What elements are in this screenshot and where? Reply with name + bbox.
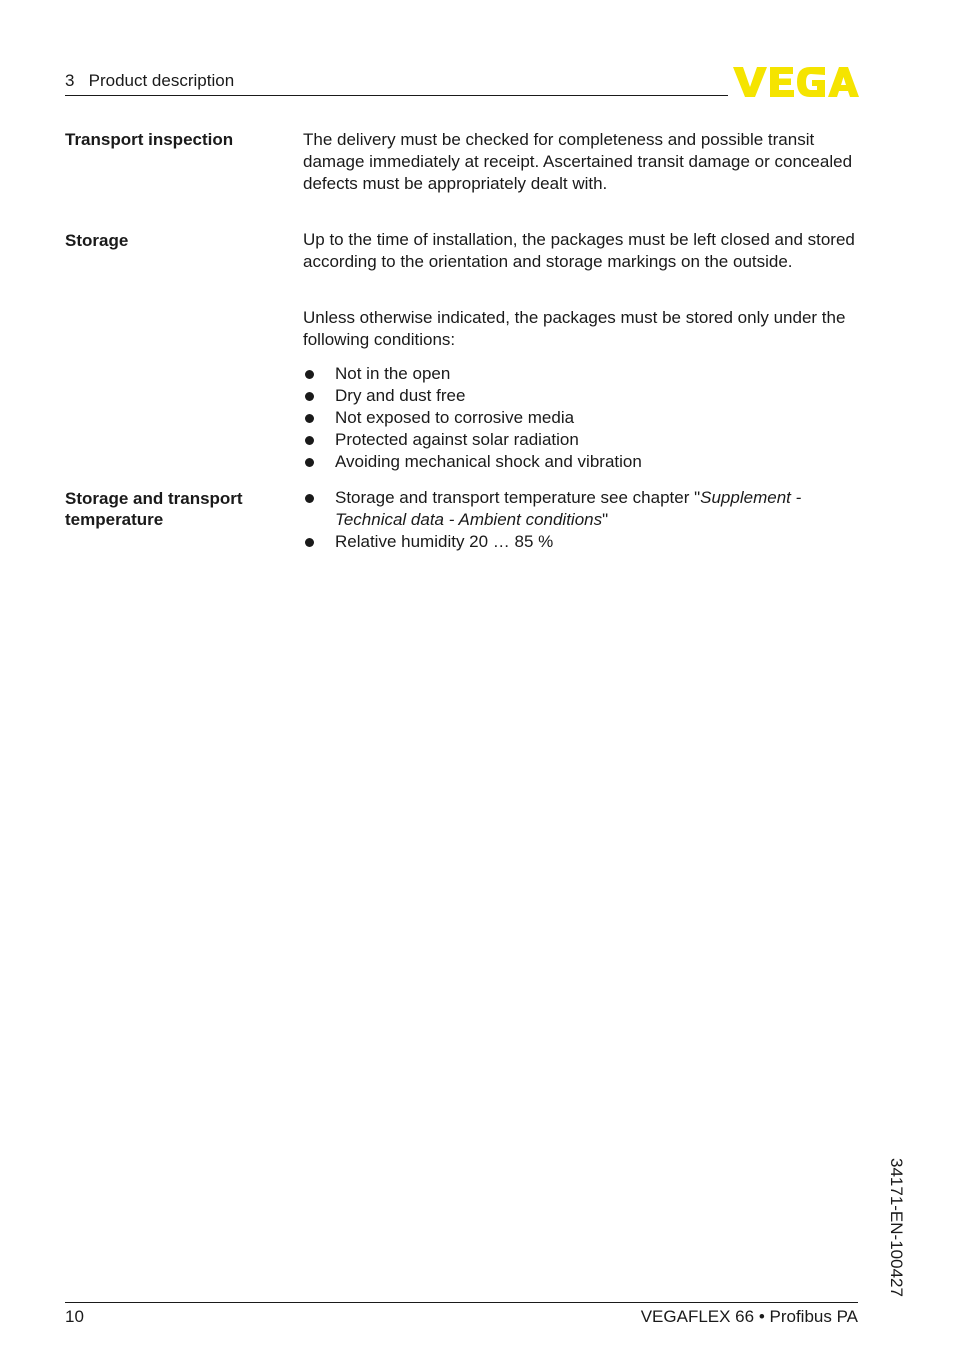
list-item-text: Dry and dust free: [335, 386, 466, 405]
list-item: [303, 363, 863, 385]
list-item-text: Avoiding mechanical shock and vibration: [335, 452, 642, 471]
bullet-icon: [305, 436, 314, 445]
chapter-header: 3 Product description: [65, 71, 235, 90]
list-item: [303, 429, 863, 451]
storage-temperature-label-line-1: Storage and transport: [65, 489, 243, 508]
product-name: VEGAFLEX 66 • Profibus PA: [640, 1307, 858, 1326]
temperature-reference-suffix: ": [602, 510, 609, 529]
bullet-icon: [305, 494, 314, 503]
bullet-icon: [305, 538, 314, 547]
list-item: [303, 451, 863, 473]
list-item: [303, 487, 863, 531]
list-item: [303, 531, 863, 553]
bullet-icon: [305, 392, 314, 401]
list-item-text: Relative humidity 20 … 85 %: [335, 532, 554, 551]
header-divider: [65, 95, 728, 96]
chapter-reference-part-2: Technical data - Ambient conditions: [335, 510, 603, 529]
chapter-reference-part-1: Supplement -: [700, 488, 802, 507]
vega-logo-icon: [733, 66, 859, 98]
document-code: 34171-EN-100427: [887, 1158, 906, 1297]
list-item: [303, 385, 863, 407]
storage-paragraph-2: Unless otherwise indicated, the packages must be stored only under the following conditions:: [303, 308, 846, 349]
page-number: 10: [65, 1307, 84, 1326]
list-item-text: Protected against solar radiation: [335, 430, 579, 449]
footer-divider: [65, 1302, 858, 1303]
list-item-text: Not in the open: [335, 364, 451, 383]
temperature-reference-prefix: Storage and transport temperature see chapter ": [335, 488, 701, 507]
storage-temperature-label: [65, 488, 243, 530]
bullet-icon: [305, 370, 314, 379]
transport-inspection-text: The delivery must be checked for completeness and possible transit damage immediately at receipt. Ascertained transit damage or concealed defects must be appropriately dealt with.: [303, 130, 853, 193]
transport-inspection-label: Transport inspection: [65, 130, 234, 149]
storage-label: Storage: [65, 231, 129, 250]
storage-paragraph-1: Up to the time of installation, the packages must be left closed and stored according to the orientation and storage markings on the outside.: [303, 230, 855, 271]
bullet-icon: [305, 414, 314, 423]
vega-logo: [733, 66, 859, 98]
list-item: [303, 407, 863, 429]
bullet-icon: [305, 458, 314, 467]
storage-temperature-label-line-2: temperature: [65, 510, 164, 529]
storage-temperature-list: [303, 487, 863, 553]
storage-conditions-list: [303, 363, 863, 473]
list-item-text: Not exposed to corrosive media: [335, 408, 575, 427]
